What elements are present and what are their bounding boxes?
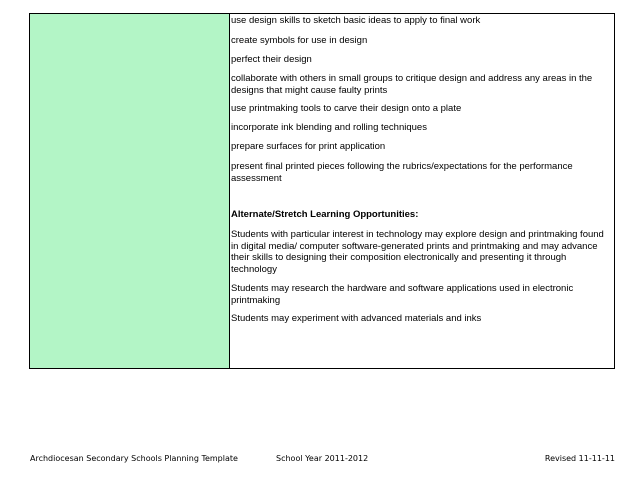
objective-item: use design skills to sketch basic ideas to apply to final work <box>231 15 481 26</box>
objective-item: incorporate ink blending and rolling techniques <box>231 122 427 133</box>
objective-item: collaborate with others in small groups to critique design and address any areas in the designs that might cause faulty prints <box>231 73 593 96</box>
objective-item: perfect their design <box>231 54 312 65</box>
objective-item: use printmaking tools to carve their design onto a plate <box>231 103 462 114</box>
objective-item: prepare surfaces for print application <box>231 141 386 152</box>
footer-template-name: Archdiocesan Secondary Schools Planning Template <box>30 454 238 463</box>
left-column-cell <box>30 14 230 368</box>
footer-revision-date: Revised 11-11-11 <box>544 454 615 463</box>
objective-item: create symbols for use in design <box>231 35 368 46</box>
objective-item: present final printed pieces following the rubrics/expectations for the performance assessment <box>231 161 573 184</box>
footer-school-year: School Year 2011-2012 <box>276 454 369 463</box>
stretch-heading: Alternate/Stretch Learning Opportunities: <box>231 209 419 220</box>
stretch-item: Students may experiment with advanced materials and inks <box>231 313 482 324</box>
stretch-item: Students may research the hardware and software applications used in electronic printmaking <box>231 283 574 306</box>
stretch-item: Students with particular interest in technology may explore design and printmaking found in digital media/ computer software-generated prints and printmaking and may advance their skills to designing their composition electronically and presenting it through technology <box>231 229 604 275</box>
planning-table <box>29 13 615 369</box>
content-cell <box>231 14 614 368</box>
